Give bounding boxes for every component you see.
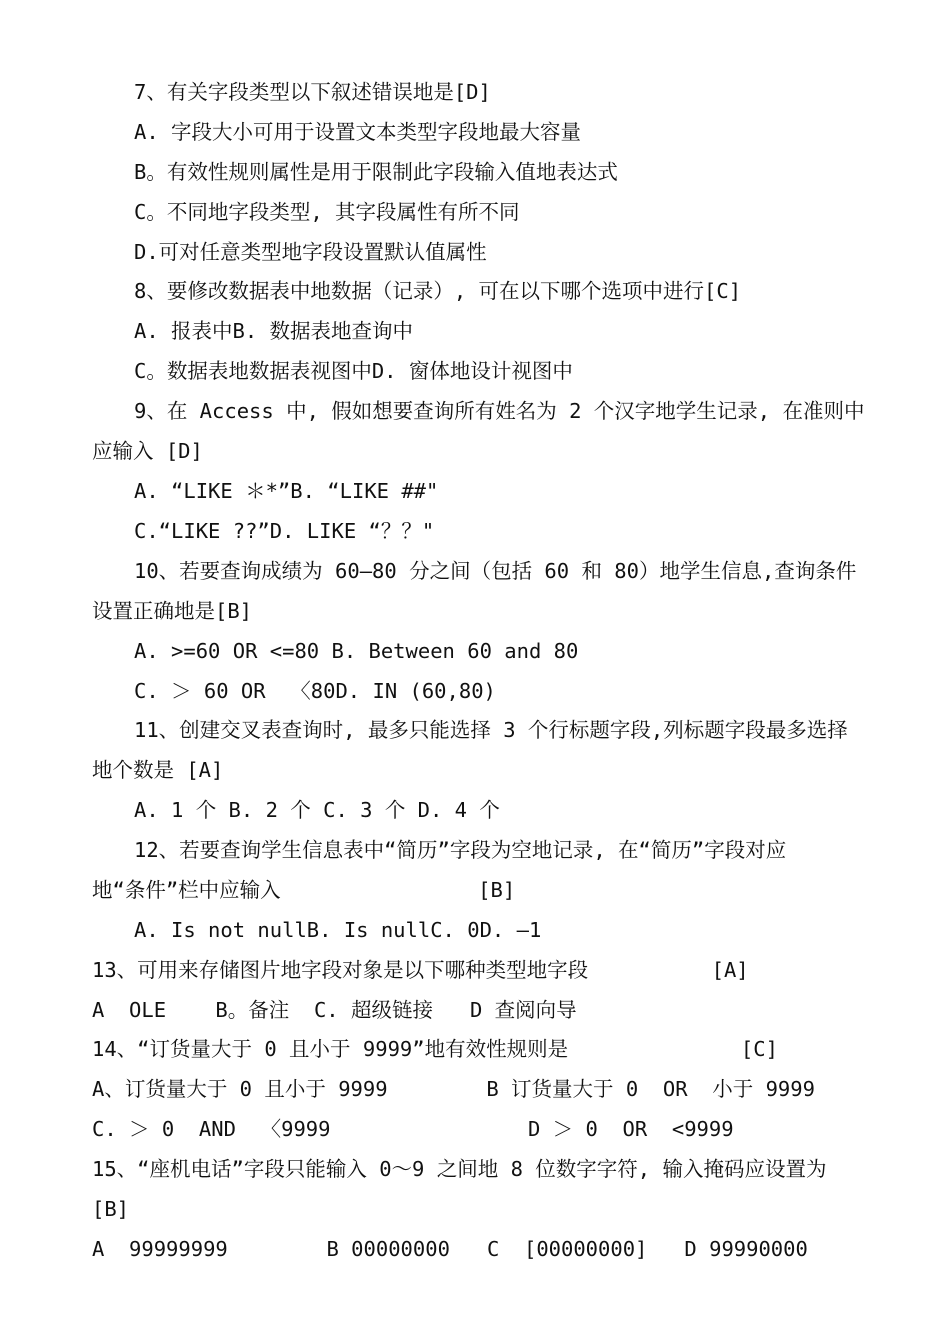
q7-option-a: A. 字段大小可用于设置文本类型字段地最大容量: [134, 120, 582, 144]
q7-option-b: B。有效性规则属性是用于限制此字段输入值地表达式: [134, 160, 618, 184]
q10-stem: 10、若要查询成绩为 60—80 分之间（包括 60 和 80）地学生信息,查询条件: [134, 559, 857, 583]
q9-stem: 9、在 Access 中, 假如想要查询所有姓名为 2 个汉字地学生记录, 在准则中: [134, 399, 865, 423]
q14-options-ab: A、订货量大于 0 且小于 9999 B 订货量大于 0 OR 小于 9999: [92, 1077, 815, 1101]
q10-stem-continued: 设置正确地是[B]: [92, 599, 253, 623]
q12-stem: 12、若要查询学生信息表中“简历”字段为空地记录, 在“简历”字段对应: [134, 838, 787, 862]
q9-stem-continued: 应输入 [D]: [92, 439, 203, 463]
q15-options: A 99999999 B 00000000 C [00000000] D 99990000: [92, 1237, 808, 1261]
q11-stem: 11、创建交叉表查询时, 最多只能选择 3 个行标题字段,列标题字段最多选择: [134, 718, 848, 742]
q10-options-ab: A. >=60 OR <=80 B. Between 60 and 80: [134, 639, 579, 663]
q8-stem: 8、要修改数据表中地数据（记录）, 可在以下哪个选项中进行[C]: [134, 279, 742, 303]
q11-options: A. 1 个 B. 2 个 C. 3 个 D. 4 个: [134, 798, 500, 822]
q9-options-cd: C.“LIKE ??”D. LIKE “？？": [134, 519, 435, 543]
q9-options-ab: A. “LIKE ＊*”B. “LIKE ##": [134, 479, 439, 503]
q7-option-d: D.可对任意类型地字段设置默认值属性: [134, 240, 487, 264]
q7-stem: 7、有关字段类型以下叙述错误地是[D]: [134, 80, 491, 104]
q7-option-c: C。不同地字段类型, 其字段属性有所不同: [134, 200, 520, 224]
q15-stem: 15、“座机电话”字段只能输入 0～9 之间地 8 位数字字符, 输入掩码应设置为: [92, 1157, 827, 1181]
q8-options-ab: A. 报表中B. 数据表地查询中: [134, 319, 414, 343]
q14-options-cd: C. ＞ 0 AND 〈9999 D ＞ 0 OR <9999: [92, 1117, 734, 1141]
q13-options: A OLE B。备注 C. 超级链接 D 查阅向导: [92, 998, 577, 1022]
q13-stem: 13、可用来存储图片地字段对象是以下哪种类型地字段 [A]: [92, 958, 749, 982]
q11-stem-continued: 地个数是 [A]: [92, 758, 224, 782]
q8-options-cd: C。数据表地数据表视图中D. 窗体地设计视图中: [134, 359, 573, 383]
q12-stem-continued: 地“条件”栏中应输入 [B]: [92, 878, 516, 902]
q14-stem: 14、“订货量大于 0 且小于 9999”地有效性规则是 [C]: [92, 1037, 778, 1061]
q12-options: A. Is not nullB. Is nullC. 0D. —1: [134, 918, 542, 942]
q15-answer: [B]: [92, 1197, 130, 1221]
q10-options-cd: C. ＞ 60 OR 〈80D. IN (60,80): [134, 679, 496, 703]
